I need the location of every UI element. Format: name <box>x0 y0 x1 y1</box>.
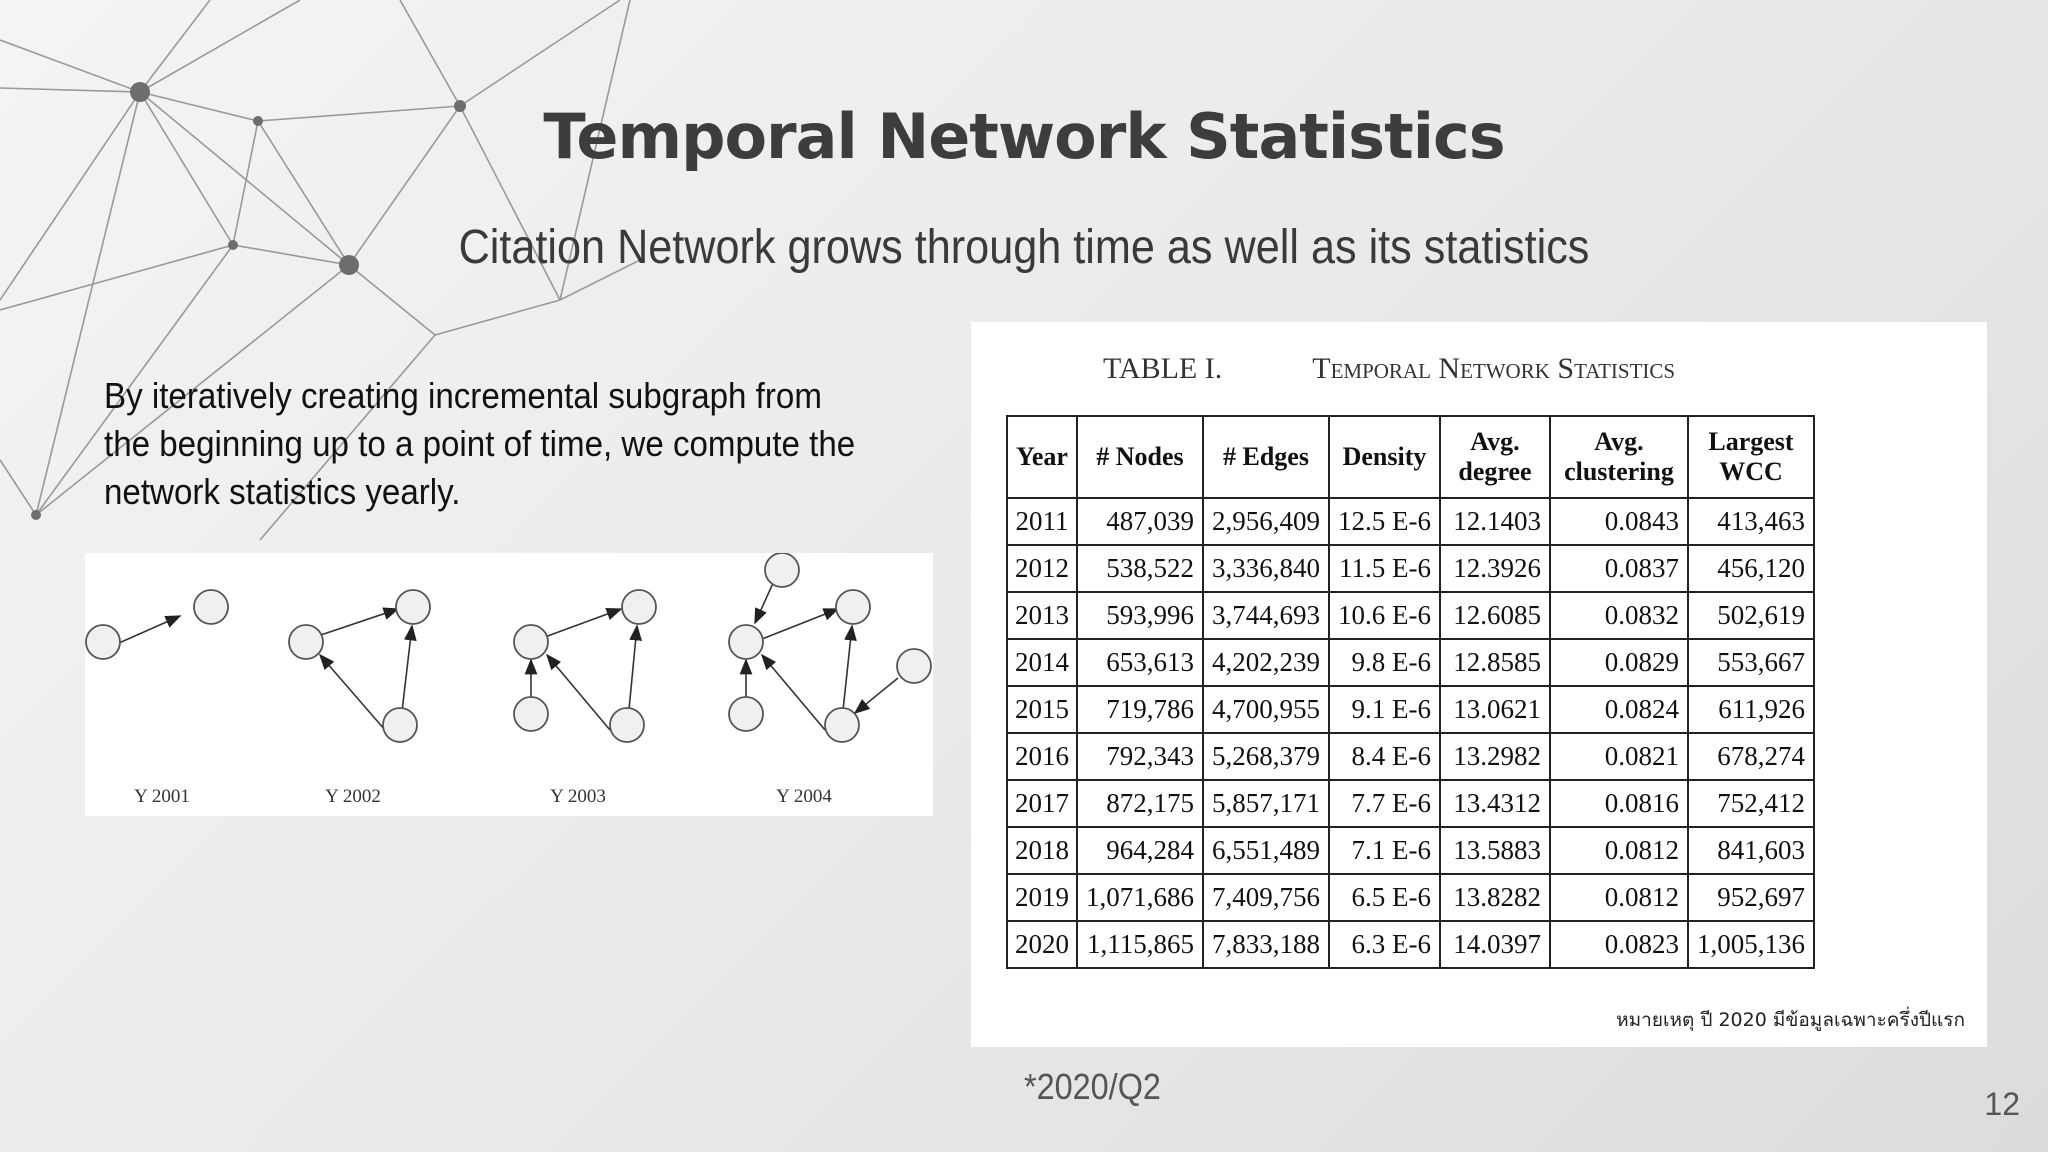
table-row <box>1007 874 1814 921</box>
table-cell: 13.0621 <box>1440 686 1550 733</box>
graph-edge <box>119 616 180 643</box>
statistics-table-panel <box>971 322 1987 1047</box>
column-header: Avg. degree <box>1440 416 1550 498</box>
table-cell: 13.8282 <box>1440 874 1550 921</box>
year-label: Y 2004 <box>776 786 832 807</box>
table-caption-label: TABLE I. <box>1103 352 1223 385</box>
table-cell: 2012 <box>1007 545 1077 592</box>
year-label: Y 2003 <box>550 786 606 807</box>
table-cell: 9.8 E-6 <box>1329 639 1440 686</box>
table-cell: 2015 <box>1007 686 1077 733</box>
graph-edge <box>762 655 825 730</box>
table-cell: 14.0397 <box>1440 921 1550 968</box>
table-cell: 792,343 <box>1077 733 1203 780</box>
table-row <box>1007 921 1814 968</box>
table-cell: 4,202,239 <box>1203 639 1329 686</box>
year-label: Y 2001 <box>134 786 190 807</box>
table-cell: 7.1 E-6 <box>1329 827 1440 874</box>
column-header: Year <box>1007 416 1077 498</box>
table-cell: 841,603 <box>1688 827 1814 874</box>
table-cell: 0.0823 <box>1550 921 1688 968</box>
table-cell: 593,996 <box>1077 592 1203 639</box>
table-cell: 2014 <box>1007 639 1077 686</box>
table-row <box>1007 639 1814 686</box>
graph-edge <box>547 655 610 730</box>
table-cell: 7,409,756 <box>1203 874 1329 921</box>
table-note: หมายเหตุ ปี 2020 มีข้อมูลเฉพาะครึ่งปีแรก <box>1616 1009 1965 1031</box>
table-cell: 4,700,955 <box>1203 686 1329 733</box>
graph-node <box>897 649 931 683</box>
table-cell: 0.0843 <box>1550 498 1688 545</box>
table-cell: 12.1403 <box>1440 498 1550 545</box>
column-header: Density <box>1329 416 1440 498</box>
graph-node <box>729 625 763 659</box>
graph-edge <box>401 626 412 720</box>
graph-node <box>194 590 228 624</box>
slide-title: Temporal Network Statistics <box>543 100 1505 173</box>
table-cell: 1,115,865 <box>1077 921 1203 968</box>
table-cell: 12.3926 <box>1440 545 1550 592</box>
table-cell: 0.0832 <box>1550 592 1688 639</box>
body-text: By iteratively creating incremental subgraph from the beginning up to a point of time, we compute the network statistics yearly. <box>104 375 856 512</box>
table-cell: 653,613 <box>1077 639 1203 686</box>
incremental-subgraph-diagram <box>85 553 933 816</box>
table-cell: 1,071,686 <box>1077 874 1203 921</box>
graph-node <box>765 553 799 587</box>
table-cell: 10.6 E-6 <box>1329 592 1440 639</box>
graph-node <box>622 590 656 624</box>
graph-edge <box>757 609 838 641</box>
table-cell: 0.0812 <box>1550 827 1688 874</box>
table-cell: 1,005,136 <box>1688 921 1814 968</box>
table-cell: 12.6085 <box>1440 592 1550 639</box>
slide-subtitle: Citation Network grows through time as well as its statistics <box>458 221 1590 274</box>
table-cell: 678,274 <box>1688 733 1814 780</box>
table-cell: 2011 <box>1007 498 1077 545</box>
table-cell: 13.2982 <box>1440 733 1550 780</box>
graph-node <box>514 625 548 659</box>
table-cell: 2013 <box>1007 592 1077 639</box>
table-cell: 538,522 <box>1077 545 1203 592</box>
graph-node <box>514 697 548 731</box>
table-cell: 6,551,489 <box>1203 827 1329 874</box>
table-cell: 2017 <box>1007 780 1077 827</box>
table-cell: 7,833,188 <box>1203 921 1329 968</box>
graph-node <box>396 590 430 624</box>
table-cell: 456,120 <box>1688 545 1814 592</box>
table-cell: 2018 <box>1007 827 1077 874</box>
graph-edge <box>320 655 385 730</box>
graph-node <box>729 697 763 731</box>
table-cell: 0.0824 <box>1550 686 1688 733</box>
graph-edge <box>842 626 852 720</box>
column-header: # Nodes <box>1077 416 1203 498</box>
table-caption <box>1103 352 1923 386</box>
column-header: # Edges <box>1203 416 1329 498</box>
graph-node <box>825 708 859 742</box>
table-cell: 12.5 E-6 <box>1329 498 1440 545</box>
table-row <box>1007 686 1814 733</box>
table-cell: 952,697 <box>1688 874 1814 921</box>
graph-node <box>836 590 870 624</box>
table-row <box>1007 592 1814 639</box>
table-cell: 413,463 <box>1688 498 1814 545</box>
column-header: Avg. clustering <box>1550 416 1688 498</box>
column-header: Largest WCC <box>1688 416 1814 498</box>
table-cell: 12.8585 <box>1440 639 1550 686</box>
table-header-row <box>1007 416 1814 498</box>
table-cell: 719,786 <box>1077 686 1203 733</box>
table-cell: 872,175 <box>1077 780 1203 827</box>
graph-node <box>383 708 417 742</box>
graph-edge <box>628 626 637 720</box>
table-cell: 5,268,379 <box>1203 733 1329 780</box>
table-row <box>1007 545 1814 592</box>
table-cell: 6.5 E-6 <box>1329 874 1440 921</box>
table-cell: 13.4312 <box>1440 780 1550 827</box>
table-cell: 0.0837 <box>1550 545 1688 592</box>
statistics-table <box>1006 415 1815 969</box>
year-label: Y 2002 <box>325 786 381 807</box>
table-cell: 13.5883 <box>1440 827 1550 874</box>
table-cell: 8.4 E-6 <box>1329 733 1440 780</box>
table-cell: 964,284 <box>1077 827 1203 874</box>
table-cell: 0.0816 <box>1550 780 1688 827</box>
table-cell: 487,039 <box>1077 498 1203 545</box>
table-cell: 2020 <box>1007 921 1077 968</box>
table-cell: 2,956,409 <box>1203 498 1329 545</box>
table-cell: 0.0821 <box>1550 733 1688 780</box>
page-number: 12 <box>1984 1086 2020 1122</box>
graph-edge <box>855 678 898 713</box>
table-cell: 2019 <box>1007 874 1077 921</box>
graph-node <box>610 708 644 742</box>
table-cell: 5,857,171 <box>1203 780 1329 827</box>
graph-edge <box>755 581 774 623</box>
table-cell: 2016 <box>1007 733 1077 780</box>
table-cell: 611,926 <box>1688 686 1814 733</box>
table-cell: 11.5 E-6 <box>1329 545 1440 592</box>
table-cell: 9.1 E-6 <box>1329 686 1440 733</box>
footnote: *2020/Q2 <box>1024 1066 1161 1107</box>
table-cell: 3,744,693 <box>1203 592 1329 639</box>
table-cell: 0.0829 <box>1550 639 1688 686</box>
table-cell: 553,667 <box>1688 639 1814 686</box>
table-row <box>1007 827 1814 874</box>
graph-node <box>86 625 120 659</box>
table-cell: 3,336,840 <box>1203 545 1329 592</box>
table-caption-title: Temporal Network Statistics <box>1312 352 1676 385</box>
table-row <box>1007 780 1814 827</box>
table-cell: 0.0812 <box>1550 874 1688 921</box>
table-cell: 502,619 <box>1688 592 1814 639</box>
table-row <box>1007 733 1814 780</box>
table-row <box>1007 498 1814 545</box>
graph-node <box>289 625 323 659</box>
table-cell: 752,412 <box>1688 780 1814 827</box>
table-cell: 6.3 E-6 <box>1329 921 1440 968</box>
table-cell: 7.7 E-6 <box>1329 780 1440 827</box>
